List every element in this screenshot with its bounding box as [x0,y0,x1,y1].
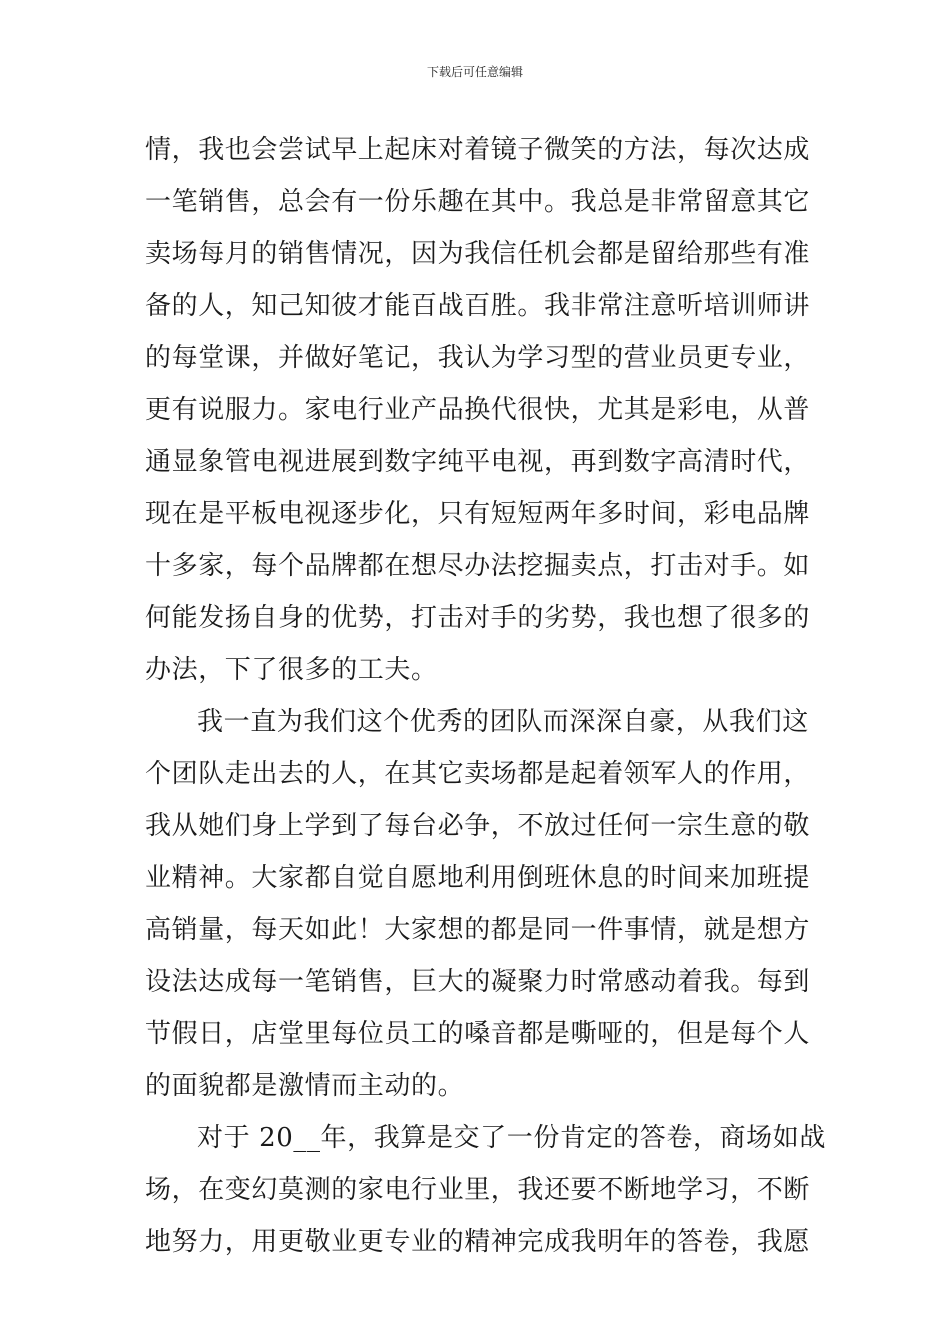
paragraph-2-line-5: 高销量，每天如此！大家想的都是同一件事情，就是想方 [145,915,811,945]
paragraph-1-line-1: 情，我也会尝试早上起床对着镜子微笑的方法，每次达成 [145,135,811,165]
paragraph-2-line-8: 的面貌都是激情而主动的。 [145,1071,465,1101]
paragraph-1-line-10: 何能发扬自身的优势，打击对手的劣势，我也想了很多的 [145,603,811,633]
paragraph-1-line-2: 一笔销售，总会有一份乐趣在其中。我总是非常留意其它 [145,187,811,217]
paragraph-1-line-11: 办法，下了很多的工夫。 [145,655,438,685]
paragraph-3-line-2: 场，在变幻莫测的家电行业里，我还要不断地学习，不断 [145,1175,811,1205]
paragraph-2-line-6: 设法达成每一笔销售，巨大的凝聚力时常感动着我。每到 [145,967,811,997]
document-body [145,124,826,1268]
paragraph-1-line-8: 现在是平板电视逐步化，只有短短两年多时间，彩电品牌 [145,499,811,529]
paragraph-1-line-9: 十多家，每个品牌都在想尽办法挖掘卖点，打击对手。如 [145,551,811,581]
paragraph-1-line-7: 通显象管电视进展到数字纯平电视，再到数字高清时代， [145,447,811,477]
paragraph-2-line-1: 我一直为我们这个优秀的团队而深深自豪，从我们这 [197,707,809,737]
paragraph-1-line-5: 的每堂课，并做好笔记，我认为学习型的营业员更专业， [145,343,811,373]
paragraph-1-line-3: 卖场每月的销售情况，因为我信任机会都是留给那些有准 [145,239,811,269]
page-header: 下载后可任意编辑 [426,65,523,79]
paragraph-1-line-6: 更有说服力。家电行业产品换代很快，尤其是彩电，从普 [145,395,811,425]
paragraph-3-line-3: 地努力，用更敬业更专业的精神完成我明年的答卷，我愿 [145,1227,811,1257]
paragraph-2-line-3: 我从她们身上学到了每台必争，不放过任何一宗生意的敬 [145,811,811,841]
paragraph-2-line-2: 个团队走出去的人，在其它卖场都是起着领军人的作用， [145,759,811,789]
paragraph-1-line-4: 备的人，知己知彼才能百战百胜。我非常注意听培训师讲 [145,291,811,321]
paragraph-2-line-4: 业精神。大家都自觉自愿地利用倒班休息的时间来加班提 [145,863,811,893]
paragraph-2-line-7: 节假日，店堂里每位员工的嗓音都是嘶哑的，但是每个人 [145,1019,811,1049]
paragraph-3-line-1: 对于 20__年，我算是交了一份肯定的答卷，商场如战 [197,1123,826,1153]
